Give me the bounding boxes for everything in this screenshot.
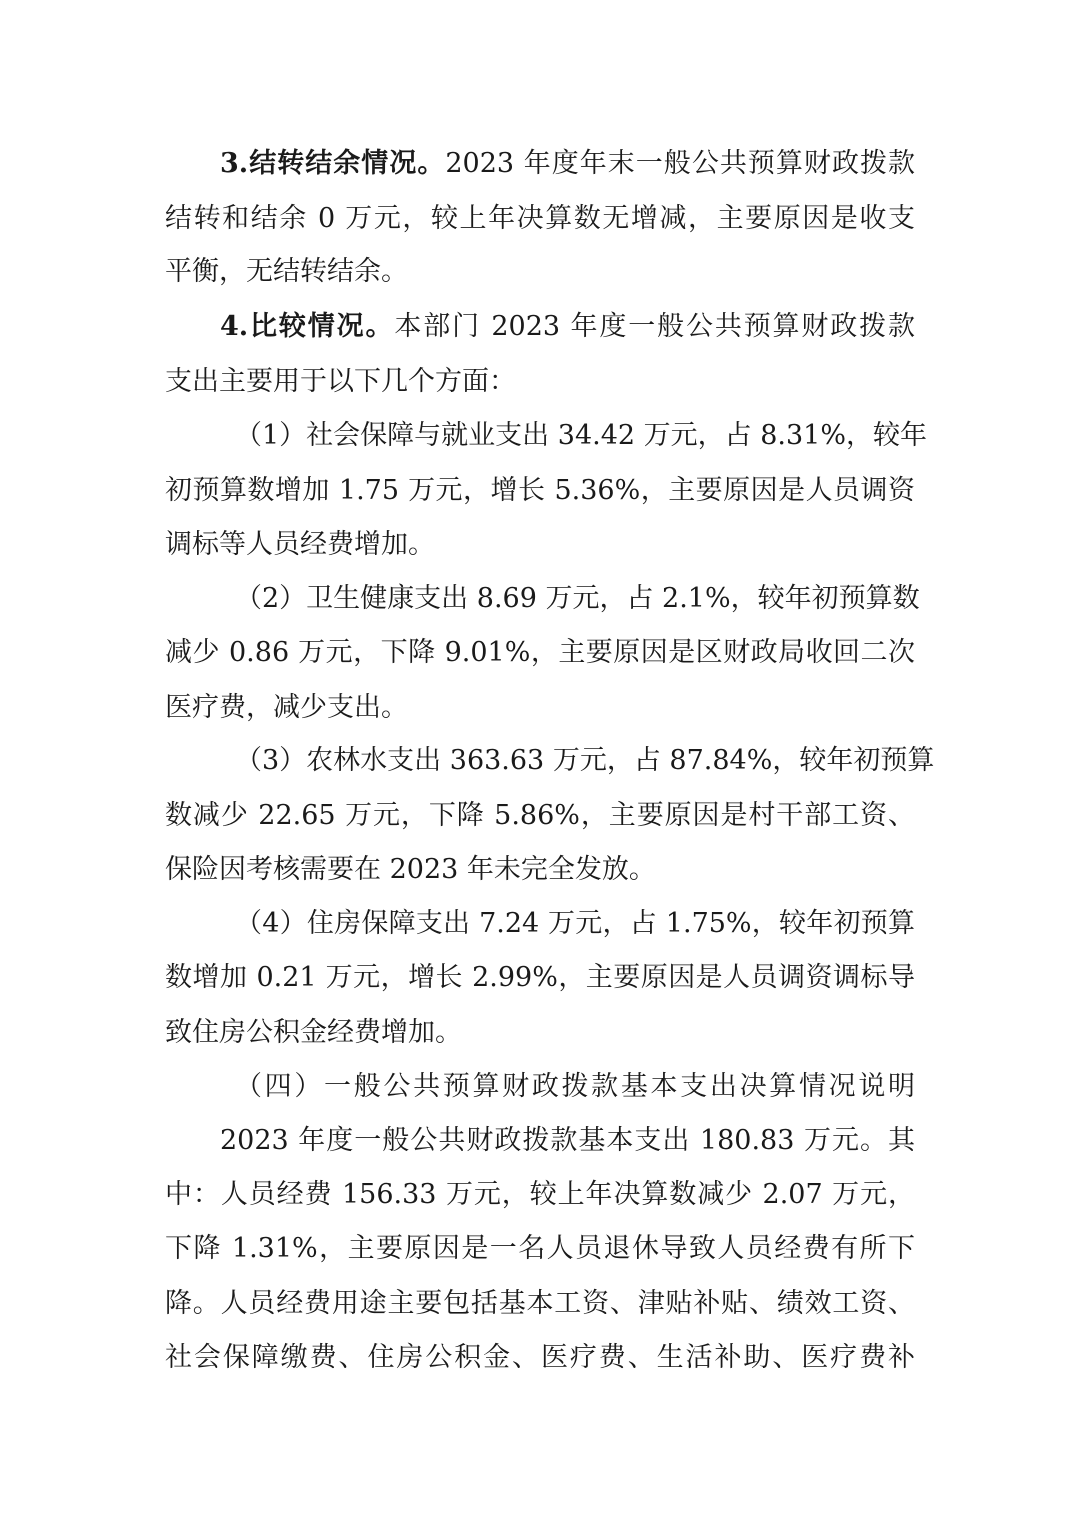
text-run: （3）农林水支出 363.63 万元，占 87.84%，较年初预算 [235, 745, 935, 776]
paragraph-line [165, 796, 915, 836]
text-run: （4）住房保障支出 7.24 万元，占 1.75%，较年初预算 [235, 908, 915, 939]
paragraph-line [165, 688, 915, 728]
paragraph-line [165, 850, 915, 890]
text-run: （四）一般公共预算财政拨款基本支出决算情况说明 [235, 1071, 915, 1102]
paragraph-line [235, 904, 915, 944]
text-run: （2）卫生健康支出 8.69 万元，占 2.1%，较年初预算数 [235, 583, 920, 614]
paragraph-line [165, 633, 915, 673]
paragraph-line [235, 579, 920, 619]
section-heading: 4.比较情况。 [220, 311, 395, 342]
text-run: 致住房公积金经费增加。 [165, 1017, 462, 1048]
text-run: 初预算数增加 1.75 万元，增长 5.36%，主要原因是人员调资 [165, 475, 915, 506]
paragraph-line [165, 1338, 915, 1378]
text-run: 保险因考核需要在 2023 年未完全发放。 [165, 854, 656, 885]
text-run: 数减少 22.65 万元，下降 5.86%，主要原因是村干部工资、 [165, 800, 915, 831]
text-run: （1）社会保障与就业支出 34.42 万元，占 8.31%，较年 [235, 420, 927, 451]
paragraph-line [235, 741, 935, 781]
text-run: 平衡，无结转结余。 [165, 256, 408, 287]
paragraph-line [165, 525, 915, 565]
text-run: 2023 年度一般公共财政拨款基本支出 180.83 万元。其 [220, 1125, 915, 1156]
paragraph-line [165, 1013, 915, 1053]
text-run: 支出主要用于以下几个方面： [165, 366, 516, 397]
paragraph-line [165, 1229, 915, 1269]
paragraph-line [165, 199, 915, 239]
paragraph-line [220, 1121, 915, 1161]
text-run: 中：人员经费 156.33 万元，较上年决算数减少 2.07 万元， [165, 1179, 915, 1210]
paragraph-line [220, 307, 915, 347]
subsection-heading [235, 1067, 915, 1107]
text-run: 本部门 2023 年度一般公共预算财政拨款 [394, 311, 915, 342]
section-heading: 3.结转结余情况。 [220, 148, 446, 179]
text-run: 降。人员经费用途主要包括基本工资、津贴补贴、绩效工资、 [165, 1288, 915, 1319]
paragraph-line [165, 958, 915, 998]
paragraph-line [235, 416, 927, 456]
text-run: 2023 年度年末一般公共预算财政拨款 [445, 148, 915, 179]
text-run: 数增加 0.21 万元，增长 2.99%，主要原因是人员调资调标导 [165, 962, 915, 993]
paragraph-line [165, 1175, 915, 1215]
text-run: 社会保障缴费、住房公积金、医疗费、生活补助、医疗费补 [165, 1342, 915, 1373]
text-run: 减少 0.86 万元，下降 9.01%，主要原因是区财政局收回二次 [165, 637, 915, 668]
text-run: 调标等人员经费增加。 [165, 529, 435, 560]
text-run: 医疗费，减少支出。 [165, 692, 408, 723]
text-run: 结转和结余 0 万元，较上年决算数无增减，主要原因是收支 [165, 203, 915, 234]
paragraph-line [220, 144, 915, 184]
paragraph-line [165, 471, 915, 511]
text-run: 下降 1.31%，主要原因是一名人员退休导致人员经费有所下 [165, 1233, 915, 1264]
paragraph-line [165, 252, 915, 292]
paragraph-line [165, 362, 915, 402]
paragraph-line [165, 1284, 915, 1324]
